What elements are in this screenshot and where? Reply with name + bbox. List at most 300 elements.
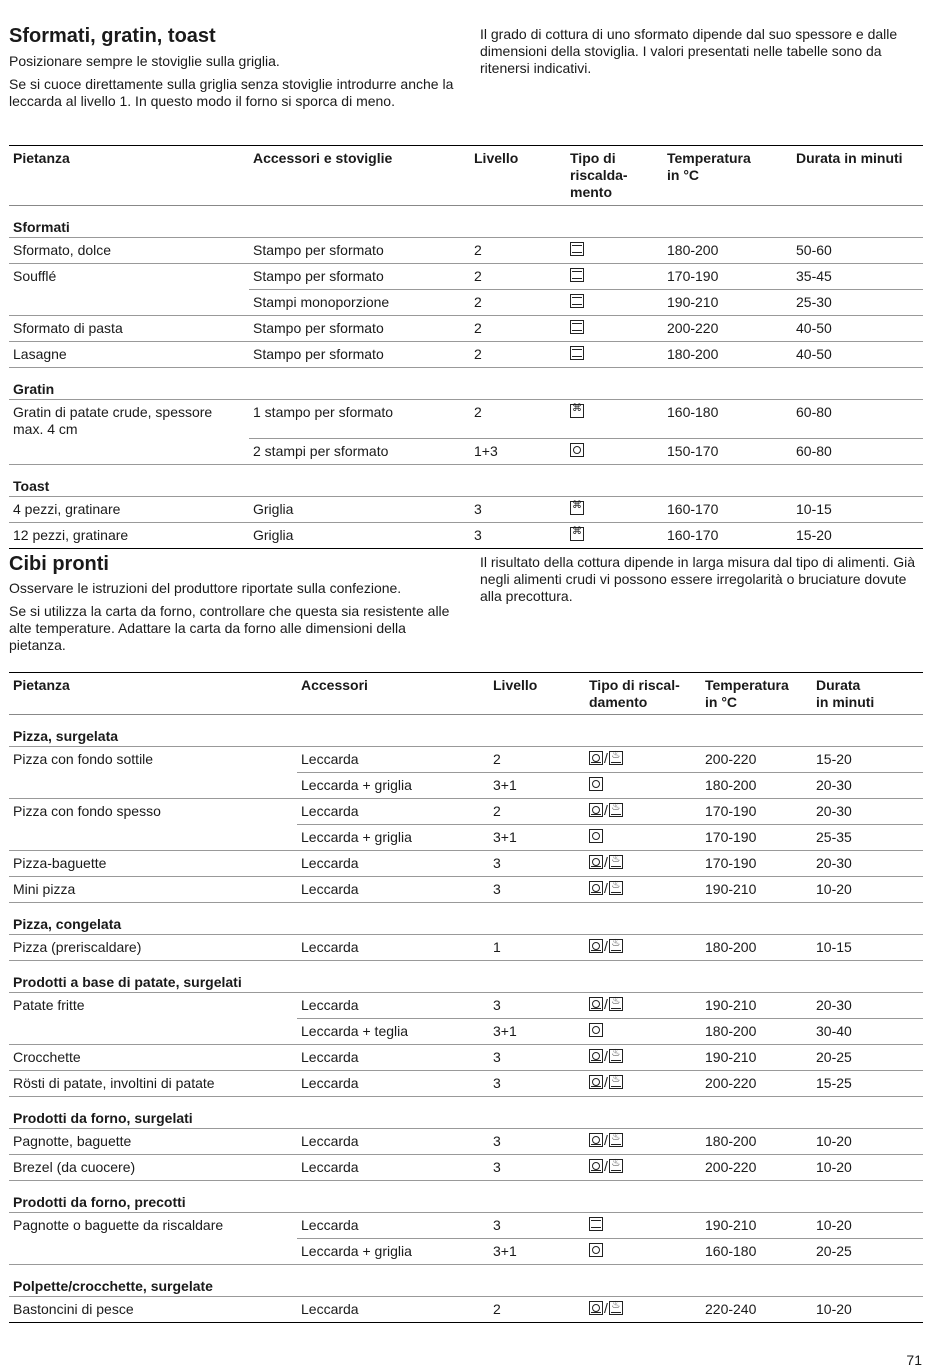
col-header-temperature: Temperatura in °C — [701, 673, 812, 715]
dish-cell — [9, 1071, 297, 1097]
level-cell-text: 3+1 — [493, 777, 517, 793]
temperature-cell-text: 170-190 — [705, 829, 757, 845]
level-cell-text: 3+1 — [493, 1023, 517, 1039]
duration-cell-text: 50-60 — [796, 242, 832, 258]
duration-cell — [792, 400, 923, 439]
bottom-heat-fan-icon — [609, 939, 623, 953]
level-cell-text: 3 — [493, 855, 501, 871]
accessory-cell — [297, 1213, 489, 1239]
group-title: Polpette/crocchette, surgelate — [9, 1265, 923, 1297]
level-cell — [470, 342, 566, 368]
accessory-cell-text: Leccarda + griglia — [301, 1243, 412, 1259]
duration-cell-text: 10-15 — [816, 939, 852, 955]
col-header-duration: Durata in minuti — [812, 673, 923, 715]
accessory-cell-text: Leccarda — [301, 1075, 359, 1091]
pizza-setting-icon — [589, 1049, 603, 1063]
dish-cell-text: Pizza con fondo spesso — [13, 803, 161, 819]
temperature-cell — [701, 1297, 812, 1323]
pizza-setting-icon — [589, 939, 603, 953]
dish-cell-text: Soufflé — [13, 268, 57, 284]
bottom-heat-fan-icon — [609, 803, 623, 817]
table-row — [9, 799, 923, 825]
heating-cell — [566, 522, 663, 548]
dish-cell — [9, 851, 297, 877]
duration-cell — [812, 799, 923, 825]
table-row — [9, 522, 923, 548]
duration-cell — [792, 316, 923, 342]
bottom-heat-fan-icon — [609, 1301, 623, 1315]
intro-right-column — [480, 552, 925, 611]
temperature-cell — [701, 1071, 812, 1097]
level-cell — [470, 522, 566, 548]
accessory-cell — [249, 400, 470, 439]
dish-cell — [9, 1213, 297, 1239]
dish-cell — [9, 238, 249, 264]
top-bottom-heat-icon — [570, 242, 584, 256]
table-row — [9, 316, 923, 342]
level-cell — [489, 747, 585, 773]
temperature-cell — [663, 400, 792, 439]
heating-mode — [589, 996, 623, 1012]
table-row — [9, 1045, 923, 1071]
duration-cell — [812, 935, 923, 961]
dish-cell — [9, 773, 297, 799]
accessory-cell-text: Leccarda — [301, 1159, 359, 1175]
table-row — [9, 747, 923, 773]
accessory-cell — [297, 1129, 489, 1155]
accessory-cell — [249, 290, 470, 316]
dish-cell-text: 4 pezzi, gratinare — [13, 500, 121, 517]
hot-air-icon — [589, 829, 603, 843]
accessory-cell-text: Leccarda + teglia — [301, 1023, 409, 1039]
grill-fan-icon — [570, 404, 584, 418]
col-header-heating: Tipo di riscalda- mento — [566, 146, 663, 206]
temperature-cell-text: 200-220 — [705, 751, 757, 767]
temperature-cell — [701, 1213, 812, 1239]
heating-mode — [589, 1216, 603, 1232]
intro-paragraph: Il grado di cottura di uno sformato dipende dal suo spessore e dalle dimensioni della stoviglia. I valori presentati nelle tabelle sono da ritenersi indicativi. — [480, 26, 898, 76]
duration-cell-text: 25-30 — [796, 294, 832, 310]
table-row — [9, 238, 923, 264]
table-row — [9, 438, 923, 464]
heating-cell — [566, 342, 663, 368]
level-cell-text: 3 — [493, 1133, 501, 1149]
bottom-heat-fan-icon — [609, 1049, 623, 1063]
heating-cell — [585, 1239, 701, 1265]
group-title: Toast — [9, 464, 923, 496]
level-cell-text: 3 — [493, 1075, 501, 1091]
duration-cell-text: 10-20 — [816, 1133, 852, 1149]
heating-cell — [585, 993, 701, 1019]
duration-cell — [812, 1155, 923, 1181]
temperature-cell-text: 190-210 — [705, 1049, 757, 1065]
col-header-dish: Pietanza — [9, 673, 297, 715]
level-cell — [470, 316, 566, 342]
temperature-cell — [663, 290, 792, 316]
level-cell — [489, 935, 585, 961]
dish-cell — [9, 438, 249, 464]
intro-right-column — [480, 24, 925, 83]
heating-cell — [585, 1297, 701, 1323]
temperature-cell-text: 160-170 — [667, 526, 719, 543]
dish-cell-text: 12 pezzi, gratinare — [13, 526, 129, 543]
heating-mode — [570, 403, 584, 419]
accessory-cell-text: Leccarda — [301, 939, 359, 955]
duration-cell-text: 20-25 — [816, 1243, 852, 1259]
heating-cell — [566, 496, 663, 522]
level-cell-text: 3 — [493, 1217, 501, 1233]
heating-mode — [589, 854, 623, 870]
temperature-cell — [701, 1155, 812, 1181]
temperature-cell-text: 160-170 — [667, 500, 719, 517]
level-cell-text: 3 — [474, 526, 482, 543]
duration-cell — [812, 1129, 923, 1155]
section-title: Cibi pronti — [9, 553, 109, 575]
table-row — [9, 993, 923, 1019]
separator: / — [604, 1158, 608, 1174]
level-cell-text: 2 — [474, 294, 482, 310]
level-cell — [489, 851, 585, 877]
temperature-cell-text: 160-180 — [667, 404, 719, 420]
temperature-cell — [701, 1045, 812, 1071]
level-cell — [470, 238, 566, 264]
duration-cell — [812, 825, 923, 851]
table-row — [9, 877, 923, 903]
separator: / — [604, 938, 608, 954]
accessory-cell — [249, 522, 470, 548]
intro-paragraph: Posizionare sempre le stoviglie sulla griglia. — [9, 53, 280, 69]
table-row — [9, 1239, 923, 1265]
duration-cell — [792, 264, 923, 290]
duration-cell — [812, 1019, 923, 1045]
temperature-cell-text: 180-200 — [705, 1023, 757, 1039]
accessory-cell-text: Leccarda — [301, 1301, 359, 1317]
heating-mode — [589, 1048, 623, 1064]
table-row — [9, 264, 923, 290]
grill-fan-icon — [570, 527, 584, 541]
table-row — [9, 1019, 923, 1045]
dish-cell — [9, 877, 297, 903]
dish-cell-text: Crocchette — [13, 1049, 81, 1065]
temperature-cell — [663, 522, 792, 548]
table-row — [9, 1213, 923, 1239]
group-title: Sformati — [9, 206, 923, 238]
separator: / — [604, 1074, 608, 1090]
heating-cell — [585, 799, 701, 825]
dish-cell — [9, 290, 249, 316]
temperature-cell-text: 190-210 — [705, 997, 757, 1013]
bottom-heat-fan-icon — [609, 1075, 623, 1089]
dish-cell-text: Pagnotte, baguette — [13, 1133, 132, 1149]
duration-cell — [792, 522, 923, 548]
accessory-cell-text: Stampo per sformato — [253, 346, 384, 362]
accessory-cell — [249, 316, 470, 342]
temperature-cell-text: 200-220 — [705, 1075, 757, 1091]
duration-cell-text: 20-30 — [816, 777, 852, 793]
col-header-level: Livello — [489, 673, 585, 715]
duration-cell — [812, 747, 923, 773]
level-cell-text: 2 — [474, 320, 482, 336]
dish-cell-text: Pagnotte o baguette da riscaldare — [13, 1217, 224, 1233]
level-cell-text: 1 — [493, 939, 501, 955]
group-row — [9, 1265, 923, 1297]
top-bottom-heat-icon — [570, 346, 584, 360]
heating-cell — [585, 825, 701, 851]
accessory-cell — [249, 496, 470, 522]
temperature-cell — [701, 993, 812, 1019]
hot-air-icon — [589, 1023, 603, 1037]
group-row — [9, 206, 923, 238]
table-row — [9, 1129, 923, 1155]
heating-mode — [589, 776, 603, 792]
separator: / — [604, 1048, 608, 1064]
group-title: Pizza, surgelata — [9, 715, 923, 747]
duration-cell-text: 25-35 — [816, 829, 852, 845]
col-header-accessories: Accessori e stoviglie — [249, 146, 470, 206]
accessory-cell — [297, 1239, 489, 1265]
duration-cell-text: 20-30 — [816, 997, 852, 1013]
pizza-setting-icon — [589, 1133, 603, 1147]
level-cell — [489, 993, 585, 1019]
temperature-cell — [701, 747, 812, 773]
pizza-setting-icon — [589, 1159, 603, 1173]
dish-cell — [9, 342, 249, 368]
level-cell — [489, 1155, 585, 1181]
level-cell-text: 1+3 — [474, 442, 498, 459]
group-row — [9, 368, 923, 400]
dish-cell-text: Gratin di patate crude, spessore max. 4 cm — [13, 404, 213, 437]
accessory-cell-text: Stampo per sformato — [253, 320, 384, 336]
dish-cell-text: Sformato di pasta — [13, 320, 123, 336]
temperature-cell — [663, 316, 792, 342]
dish-cell — [9, 993, 297, 1019]
heating-mode — [570, 500, 584, 516]
level-cell-text: 3+1 — [493, 829, 517, 845]
dish-cell — [9, 799, 297, 825]
duration-cell — [792, 496, 923, 522]
intro-paragraph: Se si cuoce direttamente sulla griglia senza stoviglie introdurre anche la leccarda al livello 1. In questo modo il forno si sporca di meno. — [9, 76, 454, 109]
heating-mode — [589, 1074, 623, 1090]
temperature-cell-text: 160-180 — [705, 1243, 757, 1259]
pizza-setting-icon — [589, 751, 603, 765]
accessory-cell-text: Leccarda — [301, 997, 359, 1013]
heating-mode — [589, 1242, 603, 1258]
dish-cell-text: Bastoncini di pesce — [13, 1301, 134, 1317]
temperature-cell — [701, 1239, 812, 1265]
table-row — [9, 773, 923, 799]
top-bottom-heat-icon — [570, 320, 584, 334]
temperature-cell — [701, 1019, 812, 1045]
duration-cell-text: 15-20 — [796, 526, 832, 543]
hot-air-icon — [570, 443, 584, 457]
duration-cell-text: 15-25 — [816, 1075, 852, 1091]
dish-cell — [9, 825, 297, 851]
duration-cell — [812, 877, 923, 903]
table-row — [9, 1071, 923, 1097]
accessory-cell-text: Griglia — [253, 526, 294, 543]
level-cell — [470, 496, 566, 522]
temperature-cell — [701, 935, 812, 961]
heating-mode — [570, 526, 584, 542]
temperature-cell-text: 190-210 — [705, 881, 757, 897]
accessory-cell — [249, 264, 470, 290]
temperature-cell-text: 180-200 — [705, 1133, 757, 1149]
grill-fan-icon — [570, 501, 584, 515]
separator: / — [604, 880, 608, 896]
pizza-setting-icon — [589, 881, 603, 895]
level-cell — [489, 1129, 585, 1155]
accessory-cell-text: Leccarda — [301, 751, 359, 767]
group-row — [9, 903, 923, 935]
accessory-cell-text: 2 stampi per sformato — [253, 442, 389, 459]
heating-mode — [589, 1132, 623, 1148]
heating-mode — [570, 345, 584, 361]
heating-cell — [585, 1213, 701, 1239]
accessory-cell-text: Stampi monoporzione — [253, 294, 390, 310]
sformati-table — [9, 145, 923, 549]
heating-mode — [570, 241, 584, 257]
accessory-cell — [297, 1045, 489, 1071]
level-cell-text: 3 — [493, 1049, 501, 1065]
dish-cell — [9, 747, 297, 773]
group-title: Prodotti da forno, surgelati — [9, 1097, 923, 1129]
accessory-cell-text: Leccarda — [301, 1217, 359, 1233]
temperature-cell-text: 180-200 — [667, 346, 719, 362]
page-number: 71 — [906, 1352, 922, 1368]
intro-paragraph: Il risultato della cottura dipende in larga misura dal tipo di alimenti. Già negli alimenti crudi vi possono essere irregolarità o bruciature dovute alla precottura. — [480, 554, 916, 604]
bottom-heat-fan-icon — [609, 855, 623, 869]
dish-cell — [9, 1297, 297, 1323]
accessory-cell — [297, 747, 489, 773]
heating-cell — [566, 438, 663, 464]
temperature-cell — [663, 238, 792, 264]
level-cell — [489, 1297, 585, 1323]
heating-mode — [589, 1158, 623, 1174]
table-row — [9, 1297, 923, 1323]
table-row — [9, 342, 923, 368]
duration-cell — [812, 851, 923, 877]
temperature-cell-text: 170-190 — [667, 268, 719, 284]
accessory-cell — [249, 438, 470, 464]
table-row — [9, 1155, 923, 1181]
pizza-setting-icon — [589, 1301, 603, 1315]
level-cell — [489, 1239, 585, 1265]
temperature-cell-text: 150-170 — [667, 442, 719, 459]
temperature-cell — [701, 1129, 812, 1155]
level-cell — [489, 825, 585, 851]
group-title: Prodotti da forno, precotti — [9, 1181, 923, 1213]
heating-cell — [585, 1019, 701, 1045]
accessory-cell-text: Leccarda — [301, 855, 359, 871]
separator: / — [604, 1132, 608, 1148]
accessory-cell-text: 1 stampo per sformato — [253, 404, 394, 420]
heating-cell — [585, 1045, 701, 1071]
temperature-cell-text: 180-200 — [667, 242, 719, 258]
pizza-setting-icon — [589, 997, 603, 1011]
heating-cell — [566, 316, 663, 342]
level-cell-text: 2 — [474, 404, 482, 420]
heating-cell — [566, 264, 663, 290]
dish-cell-text: Pizza-baguette — [13, 855, 107, 871]
level-cell — [489, 1213, 585, 1239]
heating-cell — [585, 935, 701, 961]
heating-mode — [589, 750, 623, 766]
temperature-cell — [663, 438, 792, 464]
dish-cell — [9, 1129, 297, 1155]
accessory-cell — [297, 1071, 489, 1097]
accessory-cell-text: Leccarda — [301, 1049, 359, 1065]
bottom-heat-fan-icon — [609, 881, 623, 895]
table-row — [9, 290, 923, 316]
top-bottom-heat-icon — [570, 268, 584, 282]
heating-mode — [589, 828, 603, 844]
heating-mode — [589, 1300, 623, 1316]
duration-cell — [812, 1297, 923, 1323]
group-row — [9, 1097, 923, 1129]
col-header-temperature: Temperatura in °C — [663, 146, 792, 206]
table-header-row — [9, 146, 923, 206]
accessory-cell — [297, 825, 489, 851]
duration-cell — [812, 773, 923, 799]
table-row — [9, 935, 923, 961]
dish-cell — [9, 1019, 297, 1045]
level-cell — [470, 264, 566, 290]
temperature-cell-text: 180-200 — [705, 939, 757, 955]
duration-cell-text: 60-80 — [796, 442, 832, 459]
accessory-cell-text: Leccarda + griglia — [301, 777, 412, 793]
bottom-heat-fan-icon — [609, 1133, 623, 1147]
duration-cell-text: 10-20 — [816, 1217, 852, 1233]
separator: / — [604, 1300, 608, 1316]
duration-cell-text: 40-50 — [796, 320, 832, 336]
heating-mode — [589, 938, 623, 954]
level-cell — [489, 799, 585, 825]
dish-cell-text: Pizza con fondo sottile — [13, 751, 154, 767]
level-cell-text: 3 — [493, 1159, 501, 1175]
duration-cell-text: 30-40 — [816, 1023, 852, 1039]
level-cell — [489, 1019, 585, 1045]
level-cell — [470, 400, 566, 439]
temperature-cell-text: 170-190 — [705, 803, 757, 819]
dish-cell — [9, 1155, 297, 1181]
table-row — [9, 400, 923, 439]
heating-mode — [570, 319, 584, 335]
duration-cell-text: 20-25 — [816, 1049, 852, 1065]
accessory-cell-text: Leccarda + griglia — [301, 829, 412, 845]
pizza-setting-icon — [589, 803, 603, 817]
accessory-cell-text: Stampo per sformato — [253, 242, 384, 258]
heating-cell — [566, 290, 663, 316]
level-cell-text: 2 — [493, 1301, 501, 1317]
bottom-heat-fan-icon — [609, 1159, 623, 1173]
accessory-cell — [297, 851, 489, 877]
dish-cell-text: Brezel (da cuocere) — [13, 1159, 136, 1175]
accessory-cell — [297, 1155, 489, 1181]
duration-cell-text: 20-30 — [816, 803, 852, 819]
duration-cell-text: 10-15 — [796, 500, 832, 517]
dish-cell-text: Lasagne — [13, 346, 67, 362]
table-row — [9, 825, 923, 851]
dish-cell — [9, 1045, 297, 1071]
duration-cell-text: 40-50 — [796, 346, 832, 362]
heating-cell — [585, 851, 701, 877]
temperature-cell-text: 220-240 — [705, 1301, 757, 1317]
accessory-cell — [297, 799, 489, 825]
accessory-cell — [297, 1019, 489, 1045]
level-cell — [489, 1071, 585, 1097]
heating-mode — [570, 267, 584, 283]
table-header-row — [9, 673, 923, 715]
